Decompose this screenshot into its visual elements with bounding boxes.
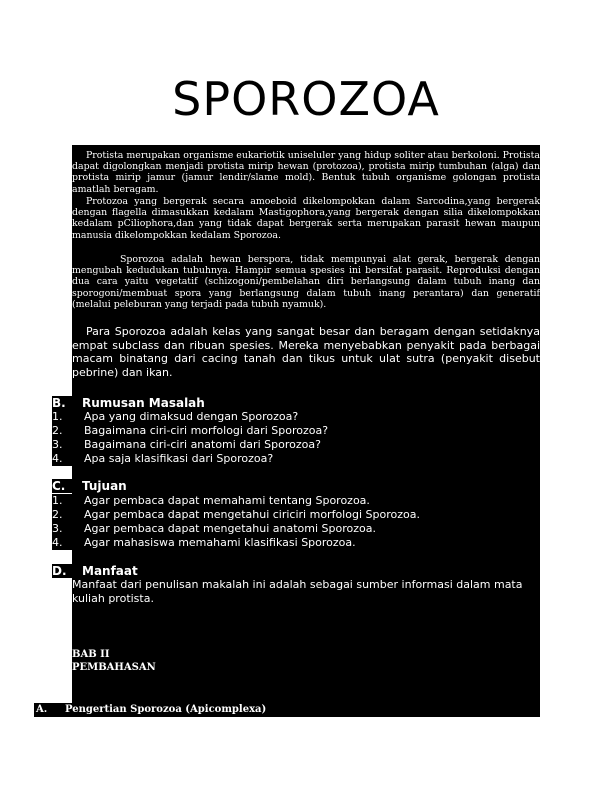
manfaat-paragraph: Manfaat dari penulisan makalah ini adalah sebagai sumber informasi dalam mata kuliah protista. <box>72 578 523 605</box>
subsection-a-heading <box>34 703 540 717</box>
intro-paragraph-1-text: Protista merupakan organisme eukariotik uniseluler yang hidup soliter atau berkoloni. Protista dapat digolongkan menjadi protista mirip hewan (protozoa), protista mirip tumbuhan (alga) dan protista mirip jamur (jamur lendir/slame mold). Bentuk tubuh organisme golongan protista amatlah beragam. <box>72 150 540 195</box>
section-b-heading <box>52 396 540 410</box>
list-item <box>52 424 540 438</box>
list-item-number: 3. <box>52 438 63 451</box>
list-item <box>52 452 540 466</box>
subsection-a-letter: A. <box>36 704 48 715</box>
intro-paragraph-3 <box>72 254 540 310</box>
list-item <box>52 438 540 452</box>
list-item-number: 4. <box>52 452 63 465</box>
list-item-number: 2. <box>52 508 63 521</box>
intro-paragraph-3-text: Sporozoa adalah hewan berspora, tidak mempunyai alat gerak, bergerak dengan mengubah kedudukan tubuhnya. Hampir semua spesies ini bersifat parasit. Reproduksi dengan dua cara yaitu vegetatif (schizogoni/pembelahan diri berlangsung dalam tubuh inang dan sporogoni/membuat spora yang berlangsung dalam tubuh inang perantara) dan generatif (melalui peleburan yang terjadi pada tubuh nyamuk). <box>72 254 540 310</box>
intro-paragraph-2-text: Protozoa yang bergerak secara amoeboid dikelompokkan dalam Sarcodina,yang bergerak dengan flagella dimasukkan kedalam Mastigophora,yang bergerak dengan silia dikelompokkan kedalam pCiliophora,dan yang tidak dapat bergerak serta merupakan parasit hewan maupun manusia dikelompokkan kedalam Sporozoa. <box>72 196 540 241</box>
section-c-letter: C. <box>52 479 66 493</box>
intro-paragraph-1 <box>72 150 540 195</box>
section-c-title: Tujuan <box>82 479 127 493</box>
list-item-number: 4. <box>52 536 63 549</box>
subsection-a-title: Pengertian Sporozoa (Apicomplexa) <box>65 704 267 715</box>
list-item-number: 1. <box>52 494 63 507</box>
list-item-text: Agar pembaca dapat mengetahui anatomi Sporozoa. <box>84 522 376 535</box>
list-item-text: Agar mahasiswa memahami klasifikasi Sporozoa. <box>84 536 356 549</box>
list-item <box>52 508 540 522</box>
section-b-letter: B. <box>52 396 66 410</box>
list-item <box>52 536 540 550</box>
intro-paragraph-4 <box>72 325 540 379</box>
list-item-text: Apa saja klasifikasi dari Sporozoa? <box>84 452 274 465</box>
chapter-number: BAB II <box>72 649 110 660</box>
section-d-letter: D. <box>52 564 67 578</box>
list-item-text: Agar pembaca dapat memahami tentang Sporozoa. <box>84 494 370 507</box>
list-item-number: 1. <box>52 410 63 423</box>
chapter-title: PEMBAHASAN <box>72 662 156 673</box>
section-c-heading <box>52 479 540 493</box>
section-d-heading <box>52 564 540 578</box>
list-item-text: Bagaimana ciri-ciri morfologi dari Sporozoa? <box>84 424 329 437</box>
list-item-number: 3. <box>52 522 63 535</box>
section-d-title: Manfaat <box>82 564 138 578</box>
rumusan-masalah-list <box>52 410 540 466</box>
list-item-text: Agar pembaca dapat mengetahui ciriciri morfologi Sporozoa. <box>84 508 420 521</box>
list-item-text: Apa yang dimaksud dengan Sporozoa? <box>84 410 299 423</box>
list-item <box>52 494 540 508</box>
intro-paragraph-2 <box>72 196 540 241</box>
document-title: SPOROZOA <box>172 72 440 126</box>
section-b-title: Rumusan Masalah <box>82 396 205 410</box>
list-item-number: 2. <box>52 424 63 437</box>
list-item <box>52 410 540 424</box>
tujuan-list <box>52 494 540 550</box>
list-item <box>52 522 540 536</box>
intro-paragraph-4-text: Para Sporozoa adalah kelas yang sangat besar dan beragam dengan setidaknya empat subclass dan ribuan spesies. Mereka menyebabkan penyakit pada berbagai macam binatang dari cacing tanah dan tikus untuk ulat sutra (penyakit disebut pebrine) dan ikan. <box>72 325 540 379</box>
list-item-text: Bagaimana ciri-ciri anatomi dari Sporozoa? <box>84 438 321 451</box>
